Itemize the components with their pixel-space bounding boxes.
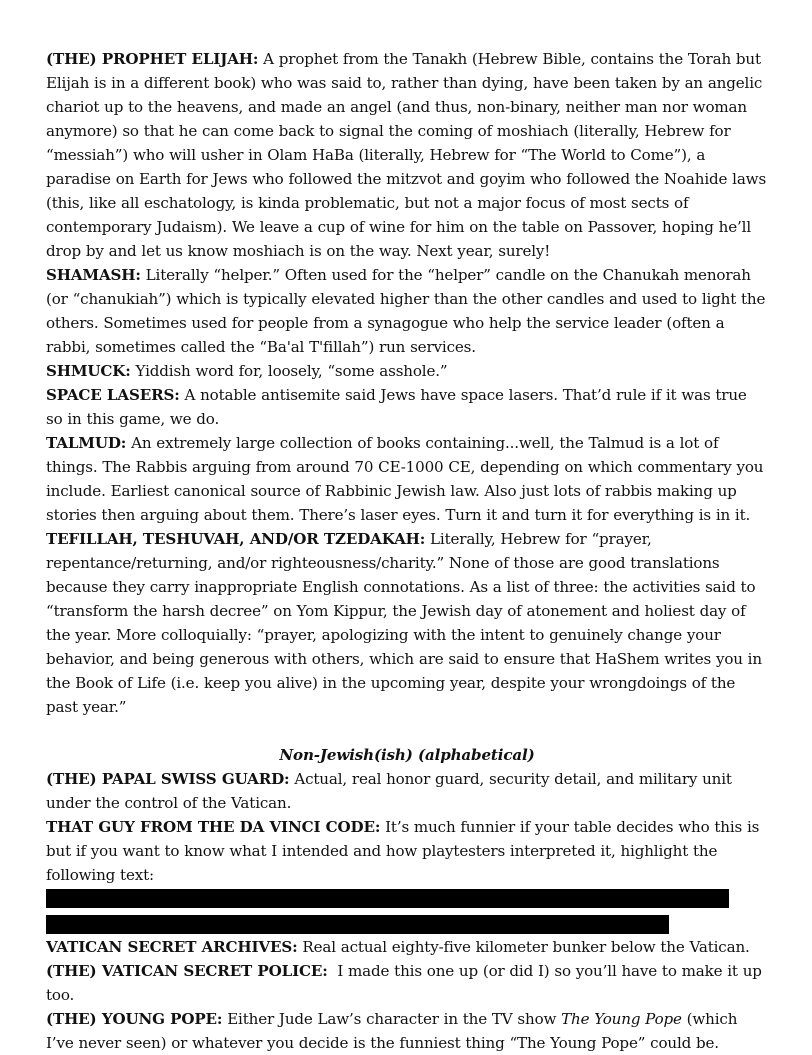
- glossary-entry-young-pope: [46, 1007, 768, 1055]
- glossary-page: [46, 47, 768, 1055]
- glossary-entry-talmud: [46, 431, 768, 527]
- glossary-entry-vatican-secret-police: [46, 959, 768, 1007]
- section-heading: Non-Jewish(ish) (alphabetical): [279, 746, 535, 764]
- redacted-hidden-text[interactable]: [46, 889, 729, 908]
- glossary-term: (THE) PROPHET ELIJAH:: [46, 50, 259, 68]
- glossary-entry-shamash: [46, 263, 768, 359]
- show-title: The Young Pope: [561, 1010, 682, 1028]
- glossary-term: TALMUD:: [46, 434, 127, 452]
- glossary-entry-papal-swiss-guard: [46, 767, 768, 815]
- glossary-term: SHAMASH:: [46, 266, 141, 284]
- glossary-definition: It’s much funnier if your table decides who this is but if you want to know what I intended and how playtesters interpreted it, highlight the following text:: [46, 818, 760, 884]
- glossary-definition: Real actual eighty-five kilometer bunker below the Vatican.: [297, 938, 750, 956]
- glossary-entry-shmuck: [46, 359, 768, 383]
- redacted-hidden-text-continued[interactable]: [46, 915, 669, 934]
- glossary-definition-continued: (which I’ve never seen) or whatever you decide is the funniest thing “The Young Pope” could be.: [46, 1010, 738, 1052]
- glossary-entry-space-lasers: [46, 383, 768, 431]
- glossary-definition: Yiddish word for, loosely, “some asshole.”: [130, 362, 448, 380]
- glossary-term: THAT GUY FROM THE DA VINCI CODE:: [46, 818, 381, 836]
- glossary-term: (THE) VATICAN SECRET POLICE:: [46, 962, 328, 980]
- glossary-definition: Either Jude Law’s character in the TV show: [222, 1010, 562, 1028]
- glossary-term: VATICAN SECRET ARCHIVES:: [46, 938, 298, 956]
- glossary-definition: I made this one up (or did I) so you’ll have to make it up too.: [46, 962, 767, 1004]
- glossary-definition: A notable antisemite said Jews have space lasers. That’d rule if it was true so in this game, we do.: [46, 386, 747, 428]
- glossary-entry-vatican-secret-archives: [46, 935, 768, 959]
- glossary-term: (THE) PAPAL SWISS GUARD:: [46, 770, 290, 788]
- glossary-term: SHMUCK:: [46, 362, 131, 380]
- glossary-definition: Literally, Hebrew for “prayer, repentance/returning, and/or righteousness/charity.” None of those are good translations because they carry inappropriate English connotations. As a list of three: the activities said to “transform the harsh decree” on Yom Kippur, the Jewish day of atonement and holiest day of the year. More colloquially: “prayer, apologizing with the intent to genuinely change your behavior, and being generous with others, which are said to ensure that HaShem writes you in the Book of Life (i.e. keep you alive) in the upcoming year, despite your wrongdoings of the past year.”: [46, 530, 762, 716]
- glossary-term: SPACE LASERS:: [46, 386, 180, 404]
- glossary-definition: Literally “helper.” Often used for the “helper” candle on the Chanukah menorah (or “chanukiah”) which is typically elevated higher than the other candles and used to light the others. Sometimes used for people from a synagogue who help the service leader (often a rabbi, sometimes called the “Ba'al T'fillah”) run services.: [46, 266, 766, 356]
- glossary-definition: Actual, real honor guard, security detail, and military unit under the control of the Vatican.: [46, 770, 732, 812]
- glossary-entry-tefillah: [46, 527, 768, 719]
- glossary-term: TEFILLAH, TESHUVAH, AND/OR TZEDAKAH:: [46, 530, 426, 548]
- glossary-term: (THE) YOUNG POPE:: [46, 1010, 223, 1028]
- glossary-definition: A prophet from the Tanakh (Hebrew Bible, contains the Torah but Elijah is in a different book) who was said to, rather than dying, have been taken by an angelic chariot up to the heavens, and made an angel (and thus, non-binary, neither man nor woman anymore) so that he can come back to signal the coming of moshiach (literally, Hebrew for “messiah”) who will usher in Olam HaBa (literally, Hebrew for “The World to Come”), a paradise on Earth for Jews who followed the mitzvot and goyim who followed the Noahide laws (this, like all eschatology, is kinda problematic, but not a major focus of most sects of contemporary Judaism). We leave a cup of wine for him on the table on Passover, hoping he’ll drop by and let us know moshiach is on the way. Next year, surely!: [46, 50, 767, 260]
- glossary-entry-da-vinci-code: [46, 815, 768, 934]
- glossary-entry-prophet-elijah: [46, 47, 768, 263]
- glossary-definition: An extremely large collection of books containing...well, the Talmud is a lot of things. The Rabbis arguing from around 70 CE-1000 CE, depending on which commentary you include. Earliest canonical source of Rabbinic Jewish law. Also just lots of rabbis making up stories then arguing about them. There’s laser eyes. Turn it and turn it for everything is in it.: [46, 434, 764, 524]
